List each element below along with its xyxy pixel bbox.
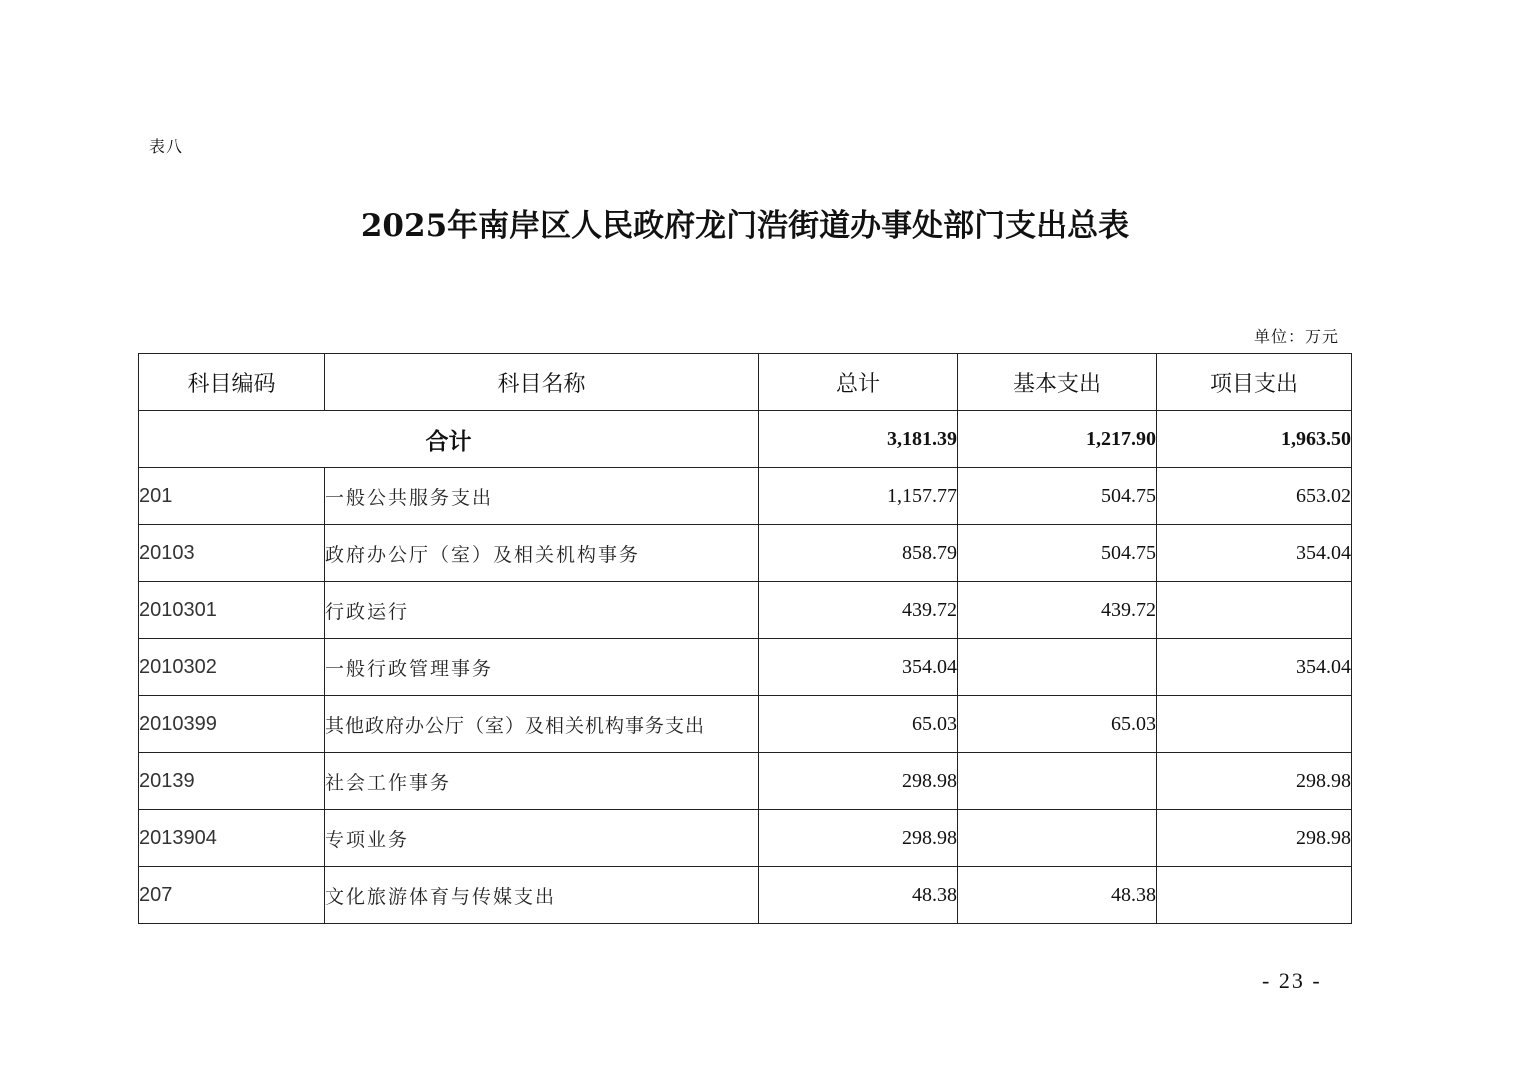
row-total: 439.72 — [759, 582, 958, 639]
row-total: 48.38 — [759, 867, 958, 924]
table-row — [139, 867, 1352, 924]
table-row — [139, 582, 1352, 639]
summary-basic: 1,217.90 — [958, 411, 1157, 468]
row-name: 政府办公厅（室）及相关机构事务 — [325, 525, 759, 582]
page-number: - 23 - — [1262, 968, 1322, 993]
row-total: 298.98 — [759, 810, 958, 867]
row-total: 65.03 — [759, 696, 958, 753]
document-title: 2025年南岸区人民政府龙门浩街道办事处部门支出总表 — [360, 208, 1130, 244]
row-project — [1157, 696, 1352, 753]
row-name: 社会工作事务 — [325, 753, 759, 810]
row-code: 2010302 — [139, 639, 325, 696]
row-basic: 48.38 — [958, 867, 1157, 924]
header-project: 项目支出 — [1157, 354, 1352, 411]
summary-row — [139, 411, 1352, 468]
header-total: 总计 — [759, 354, 958, 411]
row-code: 2010399 — [139, 696, 325, 753]
row-basic — [958, 810, 1157, 867]
row-basic: 65.03 — [958, 696, 1157, 753]
row-project — [1157, 867, 1352, 924]
table-header-row — [139, 354, 1352, 411]
row-code: 2013904 — [139, 810, 325, 867]
header-basic: 基本支出 — [958, 354, 1157, 411]
table-row — [139, 810, 1352, 867]
summary-project: 1,963.50 — [1157, 411, 1352, 468]
row-name: 专项业务 — [325, 810, 759, 867]
row-code: 207 — [139, 867, 325, 924]
table-row — [139, 753, 1352, 810]
row-total: 354.04 — [759, 639, 958, 696]
table-label: 表八 — [149, 137, 184, 156]
row-total: 858.79 — [759, 525, 958, 582]
row-name: 文化旅游体育与传媒支出 — [325, 867, 759, 924]
table-row — [139, 525, 1352, 582]
summary-total: 3,181.39 — [759, 411, 958, 468]
row-project: 298.98 — [1157, 810, 1352, 867]
row-name: 其他政府办公厅（室）及相关机构事务支出 — [325, 696, 759, 753]
row-name: 一般行政管理事务 — [325, 639, 759, 696]
row-name: 一般公共服务支出 — [325, 468, 759, 525]
header-code: 科目编码 — [139, 354, 325, 411]
row-project: 653.02 — [1157, 468, 1352, 525]
row-name: 行政运行 — [325, 582, 759, 639]
row-project: 354.04 — [1157, 525, 1352, 582]
table-row — [139, 468, 1352, 525]
table-row — [139, 639, 1352, 696]
expenditure-table — [138, 353, 1352, 924]
row-basic — [958, 753, 1157, 810]
row-basic: 439.72 — [958, 582, 1157, 639]
header-name: 科目名称 — [325, 354, 759, 411]
row-basic — [958, 639, 1157, 696]
row-project: 298.98 — [1157, 753, 1352, 810]
row-basic: 504.75 — [958, 525, 1157, 582]
summary-label: 合计 — [139, 411, 759, 468]
row-total: 1,157.77 — [759, 468, 958, 525]
table-row — [139, 696, 1352, 753]
row-code: 201 — [139, 468, 325, 525]
row-project — [1157, 582, 1352, 639]
row-basic: 504.75 — [958, 468, 1157, 525]
row-code: 20103 — [139, 525, 325, 582]
row-total: 298.98 — [759, 753, 958, 810]
unit-label: 单位：万元 — [1253, 327, 1339, 346]
row-code: 20139 — [139, 753, 325, 810]
row-project: 354.04 — [1157, 639, 1352, 696]
row-code: 2010301 — [139, 582, 325, 639]
